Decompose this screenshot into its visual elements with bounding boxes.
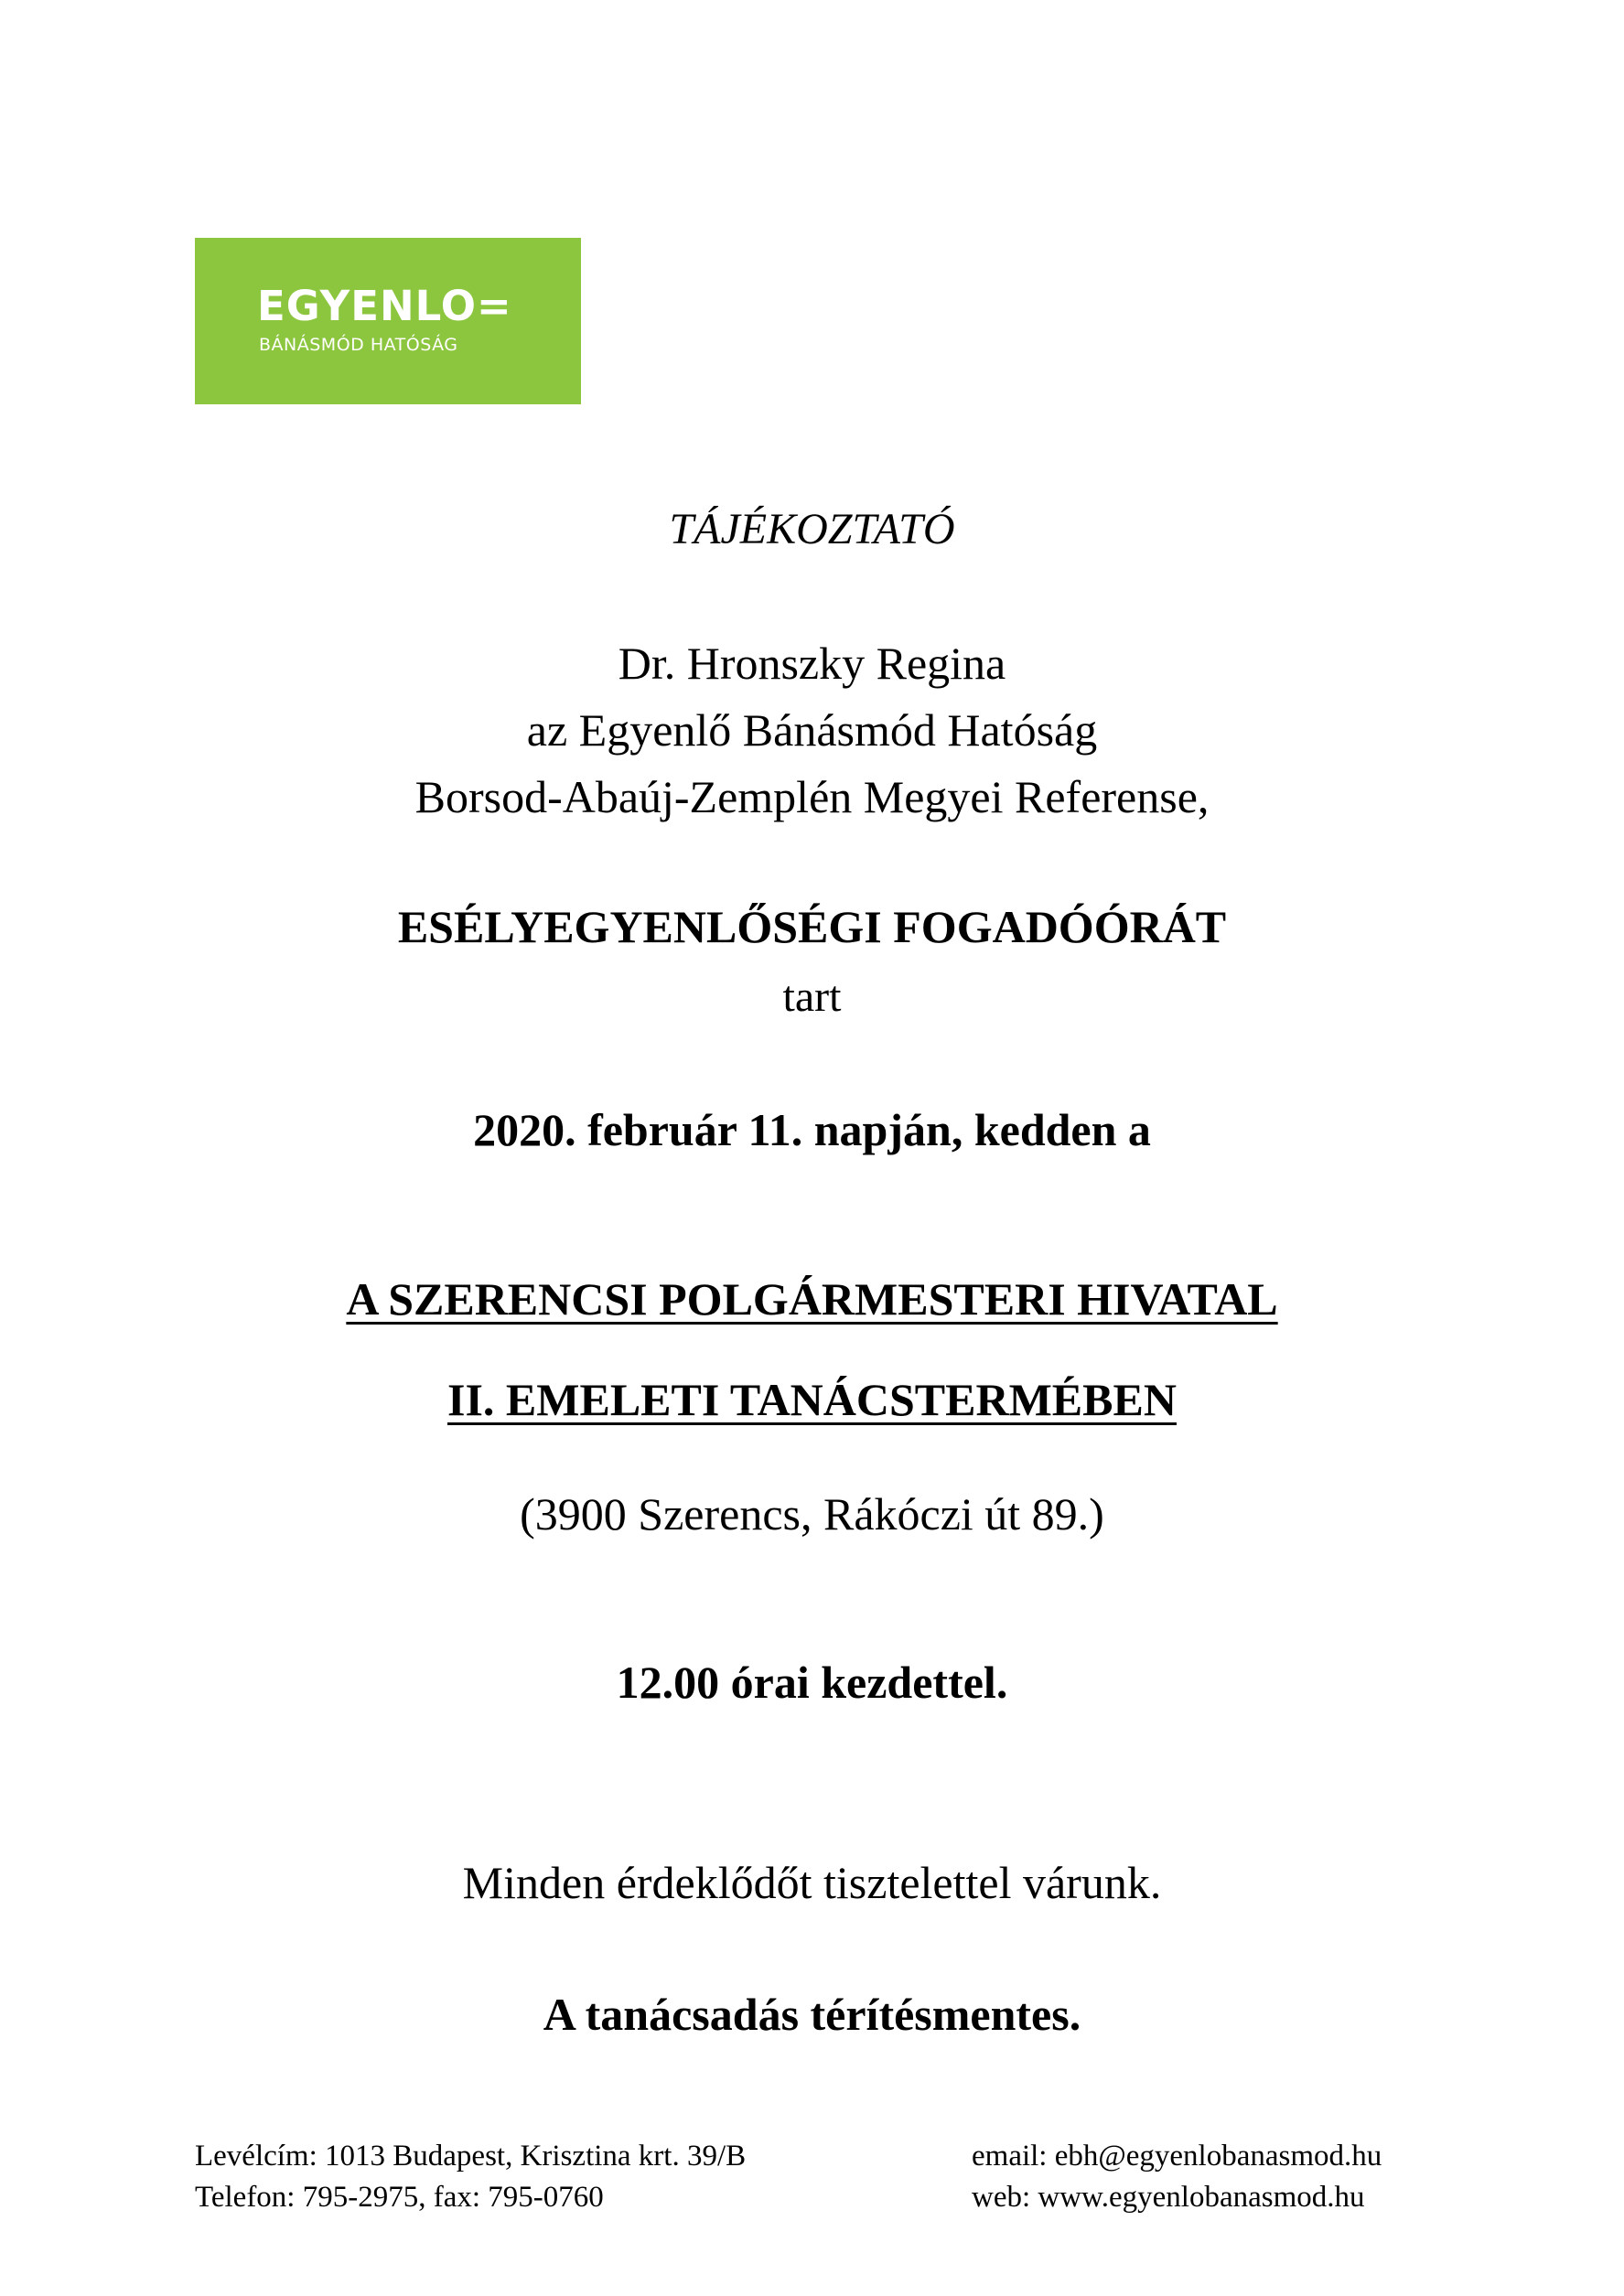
logo: [195, 238, 581, 404]
event-verb: tart: [782, 972, 842, 1021]
invitation-text: Minden érdeklődőt tisztelettel várunk.: [462, 1857, 1162, 1908]
document-heading: TÁJÉKOZTATÓ: [669, 505, 955, 553]
venue-line-1: [0, 1273, 1624, 1325]
footer-web: web: www.egyenlobanasmod.hu: [972, 2181, 1365, 2214]
venue-line-2-text: II. EMELETI TANÁCSTERMÉBEN: [447, 1374, 1177, 1425]
referent-authority: az Egyenlő Bánásmód Hatóság: [526, 704, 1098, 756]
referent-name: Dr. Hronszky Regina: [618, 638, 1006, 689]
free-of-charge-note: A tanácsadás térítésmentes.: [543, 1989, 1081, 2040]
logo-title: EGYENLO=: [257, 282, 512, 330]
footer-phone: Telefon: 795-2975, fax: 795-0760: [195, 2181, 604, 2214]
venue-line-2: [0, 1374, 1624, 1425]
event-date: 2020. február 11. napján, kedden a: [473, 1104, 1151, 1155]
referent-role: Borsod-Abaúj-Zemplén Megyei Referense,: [414, 771, 1210, 822]
footer-postal-address: Levélcím: 1013 Budapest, Krisztina krt. 39/B: [195, 2140, 747, 2173]
venue-address: (3900 Szerencs, Rákóczi út 89.): [520, 1488, 1104, 1540]
event-title: ESÉLYEGYENLŐSÉGI FOGADÓÓRÁT: [397, 901, 1227, 952]
venue-line-1-text: A SZERENCSI POLGÁRMESTERI HIVATAL: [346, 1273, 1278, 1325]
logo-subtitle: BÁNÁSMÓD HATÓSÁG: [259, 335, 458, 355]
start-time: 12.00 órai kezdettel.: [616, 1657, 1008, 1708]
footer-email: email: ebh@egyenlobanasmod.hu: [972, 2140, 1382, 2173]
